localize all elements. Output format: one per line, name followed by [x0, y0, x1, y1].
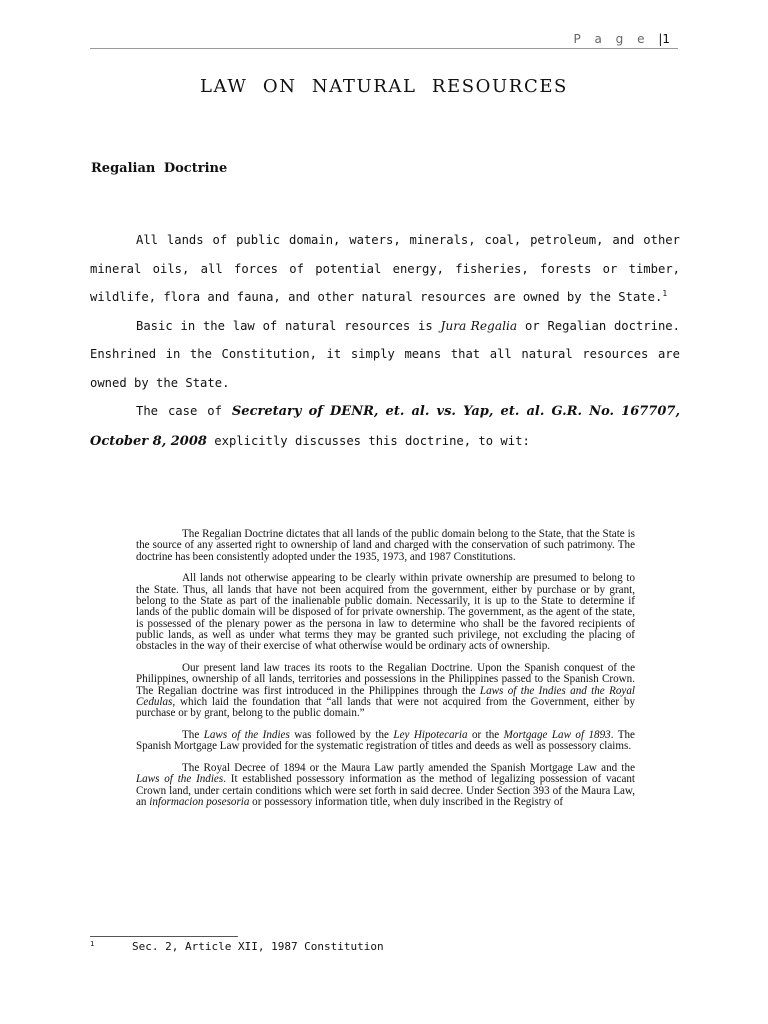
- quote-paragraph-3: Our present land law traces its roots to the Regalian Doctrine. Upon the Spanish conquest of the Philippines, ownership of all lands, territories and possessions in the Philippines passed to the Spanish Crown. The Regalian doctrine was first introduced in the Philippines through the Laws of the Indies and the Royal Cedulas, which laid the foundation that “all lands that were not acquired from the Government, either by purchase or by grant, belong to the public domain.”: [136, 661, 635, 720]
- quote-paragraph-5: The Royal Decree of 1894 or the Maura Law partly amended the Spanish Mortgage Law and the Laws of the Indies. It established possessory information as the method of legalizing possession of vacant Crown land, under certain conditions which were set forth in said decree. Under Section 393 of the Maura Law, an informacion posesoria or possessory information title, when duly inscribed in the Registry of: [136, 762, 635, 808]
- footnote-ref[interactable]: 1: [662, 288, 668, 298]
- quote-paragraph-1: The Regalian Doctrine dictates that all lands of the public domain belong to the State, that the State is the source of any asserted right to ownership of land and charged with the conservation of such patrimony. The doctrine has been consistently adopted under the 1935, 1973, and 1987 Constitutions.: [136, 528, 635, 563]
- page-number-label: P a g e |1: [573, 32, 670, 46]
- quote-paragraph-2: All lands not otherwise appearing to be clearly within private ownership are presumed to belong to the State. Thus, all lands that have not been acquired from the government, either by purchase or by grant, belong to the State as part of the inalienable public domain. Necessarily, it is up to the State to determine if lands of the public domain will be disposed of for private ownership. The government, as the agent of the state, is possessed of the plenary power as the persona in law to determine who shall be the favored recipients of public lands, as well as under what terms they may be granted such privilege, not excluding the placing of obstacles in the way of their exercise of what otherwise would be ordinary acts of ownership.: [136, 572, 635, 653]
- paragraph-1: All lands of public domain, waters, minerals, coal, petroleum, and other mineral oils, all forces of potential energy, fisheries, forests or timber, wildlife, flora and fauna, and other natural resources are owned by the State.$^1$: [90, 233, 680, 304]
- footnote-text: Sec. 2, Article XII, 1987 Constitution: [132, 940, 384, 953]
- footnote-number: 1: [90, 940, 95, 948]
- block-quote: [136, 529, 635, 819]
- page-number: 1: [662, 32, 670, 46]
- paragraph-3: The case of Secretary of DENR, et. al. vs. Yap, et. al. G.R. No. 167707, October 8, 2008 explicitly discusses this doctrine, to wit:: [90, 404, 680, 449]
- quote-paragraph-4: The Laws of the Indies was followed by the Ley Hipotecaria or the Mortgage Law of 1893. The Spanish Mortgage Law provided for the systematic registration of titles and deeds as well as possessory claims.: [136, 728, 635, 753]
- page-header: [90, 32, 678, 49]
- case-citation: Secretary of DENR, et. al. vs. Yap, et. al. G.R. No. 167707, October 8, 2008: [90, 404, 680, 449]
- paragraph-2: Basic in the law of natural resources is Jura Regalia or Regalian doctrine. Enshrined in the Constitution, it simply means that all natural resources are owned by the State.: [90, 318, 680, 390]
- section-heading: Regalian Doctrine: [91, 161, 228, 176]
- footnote: [90, 940, 384, 953]
- body-text: [90, 226, 680, 456]
- footnote-divider: [90, 936, 238, 937]
- document-title: LAW ON NATURAL RESOURCES: [200, 76, 568, 97]
